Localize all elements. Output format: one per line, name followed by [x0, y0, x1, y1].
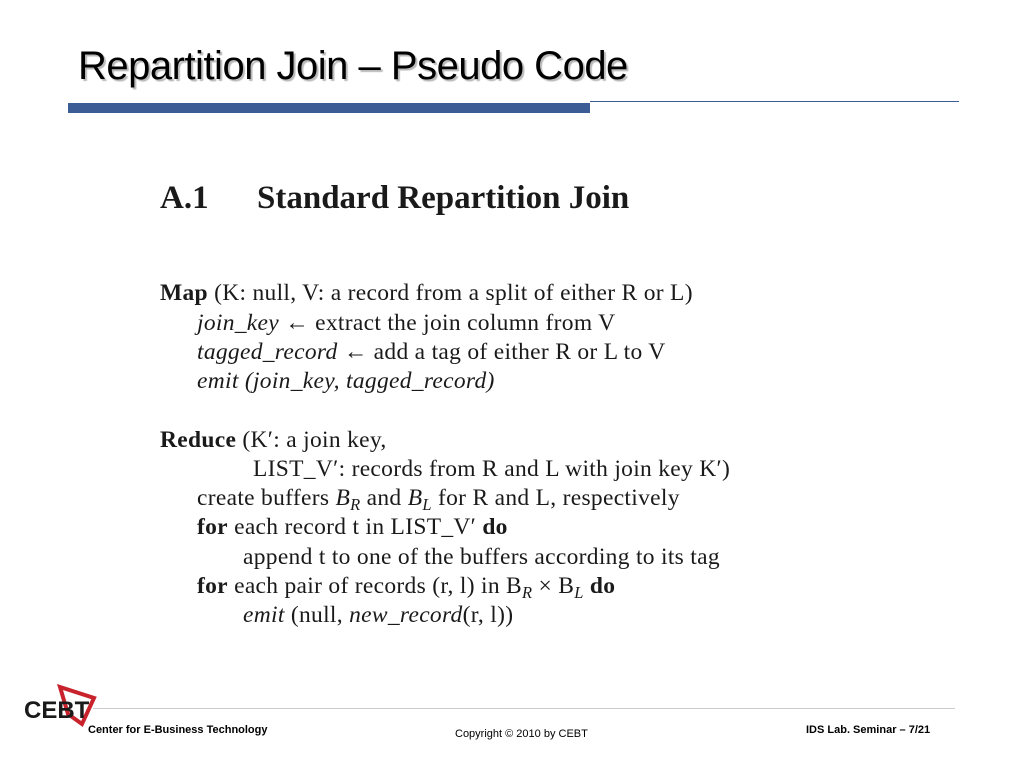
create-and: and	[366, 485, 402, 511]
footer-page-number: IDS Lab. Seminar – 7/21	[806, 724, 931, 736]
reduce-create-buffers	[197, 485, 680, 515]
reduce-append: append t to one of the buffers according to its tag	[243, 544, 720, 570]
section-title: Standard Repartition Join	[257, 180, 630, 216]
map-line-1-var: join_key	[197, 310, 279, 336]
for-keyword-1: for	[197, 514, 228, 540]
create-text: create buffers	[197, 485, 330, 511]
footer-rule	[93, 708, 955, 709]
emit-keyword: emit	[243, 602, 285, 628]
map-line-1	[197, 310, 615, 337]
reduce-keyword: Reduce	[160, 427, 237, 453]
logo-text: CEBT	[24, 697, 90, 724]
reduce-signature	[160, 427, 387, 454]
reduce-emit	[243, 602, 513, 629]
for-keyword-2: for	[197, 573, 228, 599]
map-line-2-var: tagged_record	[197, 339, 338, 365]
do-keyword-1: do	[482, 514, 508, 540]
title-underline-rule	[590, 101, 959, 102]
map-signature	[160, 280, 693, 307]
map-line-2-rest: ← add a tag of either R or L to V	[337, 339, 666, 365]
do-keyword-2: do	[589, 573, 616, 599]
title-underline-bar	[68, 103, 590, 113]
reduce-args-2: LIST_V′: records from R and L with join key K′)	[253, 456, 731, 482]
map-line-3-var: emit	[197, 368, 239, 394]
buffer-r: $B_R$	[335, 485, 361, 514]
reduce-for-2	[197, 573, 615, 603]
footer-center-name: Center for E-Business Technology	[88, 724, 268, 736]
map-line-3	[197, 368, 495, 395]
map-line-2	[197, 339, 666, 366]
buffer-l: $B_L$	[407, 485, 432, 514]
for-2-body: each pair of records (r, l) in $B_R \times B_L$	[234, 573, 584, 602]
for-1-body: each record t in LIST_V′	[234, 514, 477, 540]
map-args: (K: null, V: a record from a split of either R or L)	[214, 280, 693, 306]
new-record-fn: new_record	[349, 602, 463, 628]
map-line-1-rest: ← extract the join column from V	[279, 310, 616, 336]
create-rest: for R and L, respectively	[437, 485, 680, 511]
reduce-for-1	[197, 514, 508, 541]
emit-rest: (null,	[284, 602, 350, 628]
emit-end: (r, l))	[462, 602, 514, 628]
footer-copyright: Copyright © 2010 by CEBT	[455, 728, 588, 740]
map-keyword: Map	[160, 280, 208, 306]
map-line-3-rest: (join_key, tagged_record)	[238, 368, 495, 394]
section-number: A.1	[160, 180, 209, 216]
reduce-args-1: (K′: a join key,	[242, 427, 387, 453]
slide-title: Repartition Join – Pseudo Code	[78, 44, 628, 88]
